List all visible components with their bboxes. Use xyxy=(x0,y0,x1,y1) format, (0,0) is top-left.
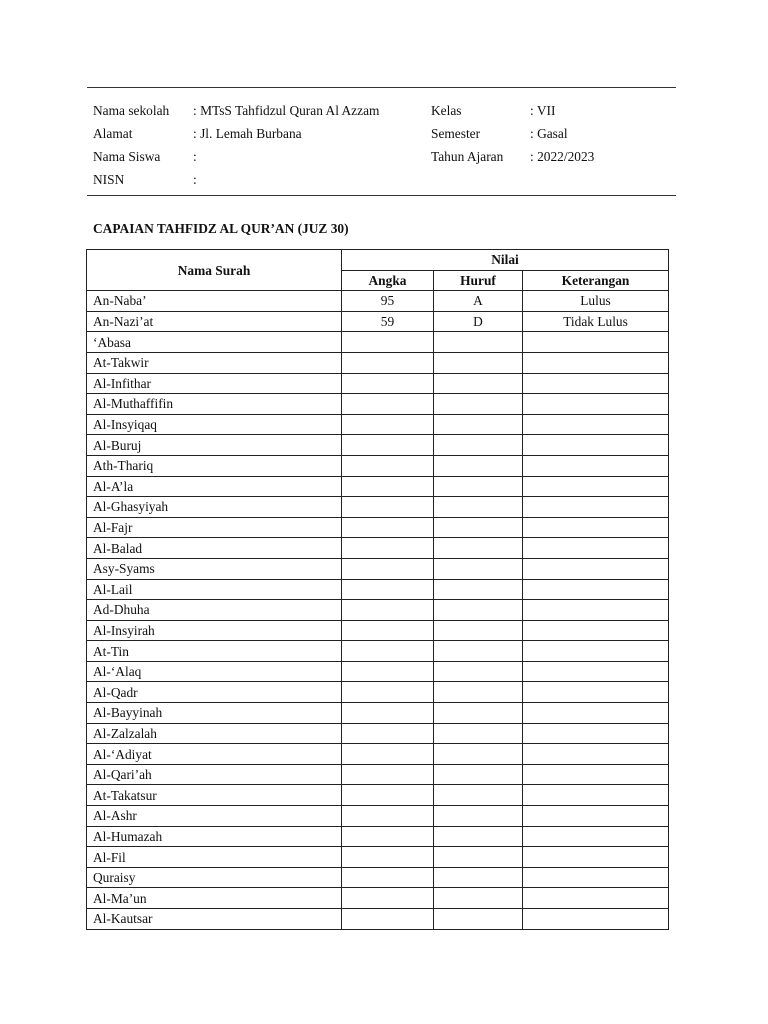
huruf-cell xyxy=(434,476,523,497)
address-label: Alamat xyxy=(93,126,133,141)
table-row xyxy=(87,311,669,332)
angka-cell xyxy=(342,476,434,497)
angka-cell xyxy=(342,373,434,394)
angka-cell: 95 xyxy=(342,291,434,312)
surah-cell: Al-Balad xyxy=(87,538,342,559)
huruf-cell xyxy=(434,682,523,703)
table-row xyxy=(87,764,669,785)
keterangan-cell xyxy=(523,723,669,744)
academic-year-label: Tahun Ajaran xyxy=(431,149,504,164)
column-header-huruf: Huruf xyxy=(434,270,523,291)
huruf-cell xyxy=(434,538,523,559)
surah-cell: Al-Insyirah xyxy=(87,620,342,641)
table-row xyxy=(87,909,669,930)
keterangan-cell xyxy=(523,352,669,373)
table-row xyxy=(87,641,669,662)
angka-cell xyxy=(342,806,434,827)
huruf-cell xyxy=(434,620,523,641)
angka-cell xyxy=(342,538,434,559)
keterangan-cell xyxy=(523,600,669,621)
huruf-cell xyxy=(434,826,523,847)
table-row xyxy=(87,600,669,621)
huruf-cell xyxy=(434,909,523,930)
table-row xyxy=(87,826,669,847)
huruf-cell xyxy=(434,497,523,518)
angka-cell xyxy=(342,641,434,662)
class-label: Kelas xyxy=(431,103,462,118)
angka-cell xyxy=(342,888,434,909)
angka-cell xyxy=(342,558,434,579)
huruf-cell xyxy=(434,867,523,888)
surah-cell: Al-‘Adiyat xyxy=(87,744,342,765)
surah-cell: Al-Ghasyiyah xyxy=(87,497,342,518)
surah-cell: Quraisy xyxy=(87,867,342,888)
section-title: CAPAIAN TAHFIDZ AL QUR’AN (JUZ 30) xyxy=(93,221,349,236)
huruf-cell xyxy=(434,806,523,827)
surah-cell: Al-Fil xyxy=(87,847,342,868)
angka-cell xyxy=(342,847,434,868)
keterangan-cell xyxy=(523,497,669,518)
huruf-cell xyxy=(434,744,523,765)
surah-cell: Al-‘Alaq xyxy=(87,661,342,682)
table-row xyxy=(87,352,669,373)
column-header-angka: Angka xyxy=(342,270,434,291)
keterangan-cell xyxy=(523,414,669,435)
keterangan-cell xyxy=(523,641,669,662)
huruf-cell xyxy=(434,394,523,415)
surah-cell: Al-Ma’un xyxy=(87,888,342,909)
surah-cell: Al-Insyiqaq xyxy=(87,414,342,435)
angka-cell xyxy=(342,579,434,600)
surah-cell: Al-Kautsar xyxy=(87,909,342,930)
grades-table-body xyxy=(87,291,669,929)
student-name-value: : xyxy=(193,149,197,164)
keterangan-cell xyxy=(523,847,669,868)
table-row xyxy=(87,538,669,559)
surah-cell: At-Takwir xyxy=(87,352,342,373)
surah-cell: An-Nazi’at xyxy=(87,311,342,332)
surah-cell: Al-A’la xyxy=(87,476,342,497)
table-row xyxy=(87,682,669,703)
angka-cell xyxy=(342,394,434,415)
table-row xyxy=(87,744,669,765)
keterangan-cell xyxy=(523,517,669,538)
bottom-divider xyxy=(87,195,676,196)
angka-cell xyxy=(342,352,434,373)
info-row-student xyxy=(93,145,673,168)
huruf-cell xyxy=(434,703,523,724)
surah-cell: An-Naba’ xyxy=(87,291,342,312)
keterangan-cell xyxy=(523,909,669,930)
info-row-nisn xyxy=(93,168,673,191)
angka-cell xyxy=(342,497,434,518)
angka-cell xyxy=(342,723,434,744)
keterangan-cell xyxy=(523,764,669,785)
keterangan-cell: Tidak Lulus xyxy=(523,311,669,332)
surah-cell: Al-Zalzalah xyxy=(87,723,342,744)
table-row xyxy=(87,620,669,641)
huruf-cell xyxy=(434,414,523,435)
angka-cell xyxy=(342,867,434,888)
nisn-label: NISN xyxy=(93,172,125,187)
surah-cell: Asy-Syams xyxy=(87,558,342,579)
angka-cell xyxy=(342,600,434,621)
table-row xyxy=(87,806,669,827)
keterangan-cell xyxy=(523,455,669,476)
huruf-cell xyxy=(434,579,523,600)
surah-cell: Ath-Thariq xyxy=(87,455,342,476)
huruf-cell xyxy=(434,764,523,785)
class-value: : VII xyxy=(530,103,556,118)
angka-cell xyxy=(342,517,434,538)
huruf-cell xyxy=(434,723,523,744)
keterangan-cell xyxy=(523,661,669,682)
huruf-cell: D xyxy=(434,311,523,332)
keterangan-cell xyxy=(523,806,669,827)
angka-cell xyxy=(342,909,434,930)
info-row-school xyxy=(93,99,673,122)
table-row xyxy=(87,414,669,435)
table-row xyxy=(87,723,669,744)
table-row xyxy=(87,558,669,579)
table-row xyxy=(87,332,669,353)
huruf-cell: A xyxy=(434,291,523,312)
table-row xyxy=(87,579,669,600)
surah-cell: Al-Infithar xyxy=(87,373,342,394)
keterangan-cell xyxy=(523,744,669,765)
keterangan-cell xyxy=(523,332,669,353)
grades-table-head xyxy=(87,250,669,291)
table-row xyxy=(87,785,669,806)
table-row xyxy=(87,291,669,312)
surah-cell: Al-Muthaffifin xyxy=(87,394,342,415)
angka-cell xyxy=(342,455,434,476)
table-row xyxy=(87,661,669,682)
angka-cell xyxy=(342,826,434,847)
address-value: : Jl. Lemah Burbana xyxy=(193,126,302,141)
surah-cell: Al-Fajr xyxy=(87,517,342,538)
angka-cell xyxy=(342,414,434,435)
huruf-cell xyxy=(434,600,523,621)
keterangan-cell xyxy=(523,373,669,394)
keterangan-cell xyxy=(523,826,669,847)
top-divider xyxy=(87,87,676,88)
huruf-cell xyxy=(434,373,523,394)
surah-cell: Al-Ashr xyxy=(87,806,342,827)
surah-cell: Al-Bayyinah xyxy=(87,703,342,724)
keterangan-cell xyxy=(523,538,669,559)
table-row xyxy=(87,476,669,497)
keterangan-cell xyxy=(523,703,669,724)
angka-cell: 59 xyxy=(342,311,434,332)
keterangan-cell xyxy=(523,682,669,703)
angka-cell xyxy=(342,620,434,641)
semester-value: : Gasal xyxy=(530,126,568,141)
keterangan-cell xyxy=(523,620,669,641)
angka-cell xyxy=(342,703,434,724)
huruf-cell xyxy=(434,661,523,682)
angka-cell xyxy=(342,764,434,785)
surah-cell: Al-Qari’ah xyxy=(87,764,342,785)
surah-cell: At-Tin xyxy=(87,641,342,662)
surah-cell: Al-Buruj xyxy=(87,435,342,456)
student-info xyxy=(93,99,673,191)
huruf-cell xyxy=(434,455,523,476)
angka-cell xyxy=(342,744,434,765)
info-row-address xyxy=(93,122,673,145)
table-row xyxy=(87,867,669,888)
column-header-nilai: Nilai xyxy=(342,250,669,271)
angka-cell xyxy=(342,785,434,806)
keterangan-cell xyxy=(523,435,669,456)
table-row xyxy=(87,373,669,394)
grades-table xyxy=(86,249,669,930)
student-name-label: Nama Siswa xyxy=(93,149,161,164)
header-row-top xyxy=(87,250,669,271)
huruf-cell xyxy=(434,435,523,456)
keterangan-cell xyxy=(523,867,669,888)
table-row xyxy=(87,497,669,518)
surah-cell: Al-Qadr xyxy=(87,682,342,703)
school-name-value: : MTsS Tahfidzul Quran Al Azzam xyxy=(193,103,380,118)
huruf-cell xyxy=(434,785,523,806)
huruf-cell xyxy=(434,888,523,909)
keterangan-cell xyxy=(523,888,669,909)
table-row xyxy=(87,517,669,538)
angka-cell xyxy=(342,661,434,682)
keterangan-cell: Lulus xyxy=(523,291,669,312)
huruf-cell xyxy=(434,558,523,579)
surah-cell: Al-Lail xyxy=(87,579,342,600)
column-header-nama-surah: Nama Surah xyxy=(87,250,342,291)
huruf-cell xyxy=(434,352,523,373)
angka-cell xyxy=(342,682,434,703)
angka-cell xyxy=(342,332,434,353)
keterangan-cell xyxy=(523,476,669,497)
table-row xyxy=(87,455,669,476)
table-row xyxy=(87,847,669,868)
semester-label: Semester xyxy=(431,126,481,141)
school-name-label: Nama sekolah xyxy=(93,103,170,118)
academic-year-value: : 2022/2023 xyxy=(530,149,595,164)
keterangan-cell xyxy=(523,558,669,579)
huruf-cell xyxy=(434,517,523,538)
keterangan-cell xyxy=(523,394,669,415)
huruf-cell xyxy=(434,332,523,353)
surah-cell: At-Takatsur xyxy=(87,785,342,806)
angka-cell xyxy=(342,435,434,456)
nisn-value: : xyxy=(193,172,197,187)
table-row xyxy=(87,888,669,909)
table-row xyxy=(87,394,669,415)
column-header-keterangan: Keterangan xyxy=(523,270,669,291)
surah-cell: ‘Abasa xyxy=(87,332,342,353)
keterangan-cell xyxy=(523,785,669,806)
huruf-cell xyxy=(434,641,523,662)
keterangan-cell xyxy=(523,579,669,600)
table-row xyxy=(87,703,669,724)
surah-cell: Ad-Dhuha xyxy=(87,600,342,621)
surah-cell: Al-Humazah xyxy=(87,826,342,847)
table-row xyxy=(87,435,669,456)
huruf-cell xyxy=(434,847,523,868)
